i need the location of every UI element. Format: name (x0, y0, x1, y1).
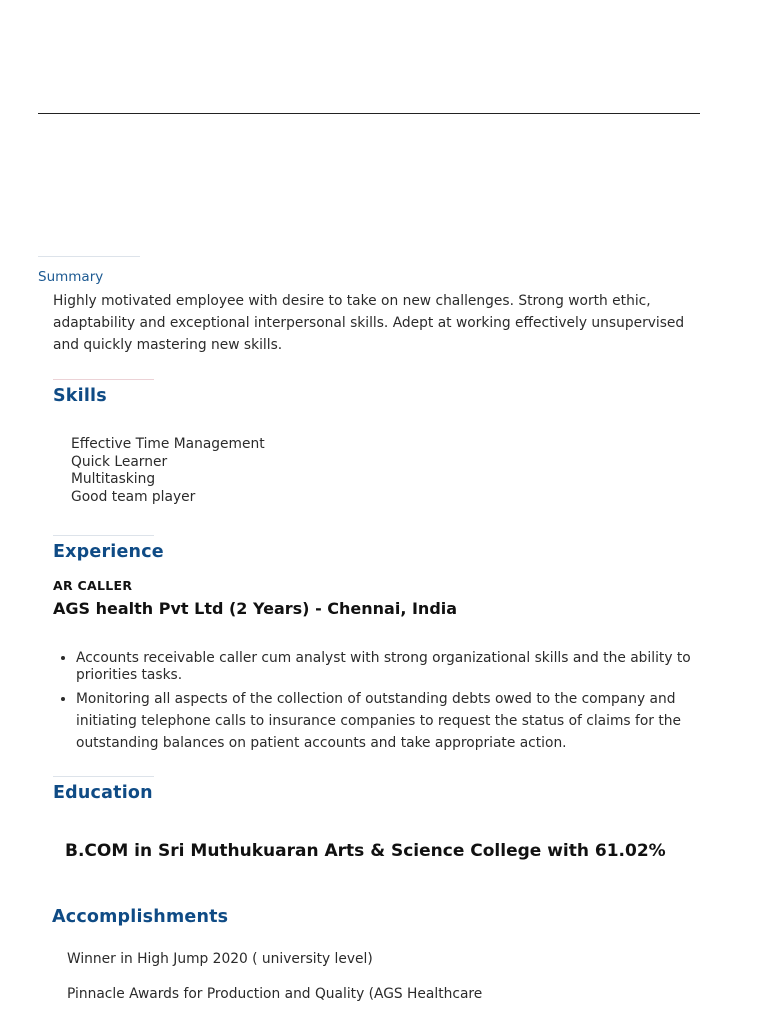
header-divider (38, 113, 700, 114)
skills-divider (53, 379, 154, 380)
skill-item: Effective Time Management (71, 436, 265, 452)
job-company-line: AGS health Pvt Ltd (2 Years) - Chennai, India (53, 599, 458, 618)
skills-heading: Skills (53, 386, 107, 406)
skill-item: Multitasking (71, 471, 156, 487)
experience-divider (53, 535, 154, 536)
skill-item: Quick Learner (71, 453, 168, 470)
summary-text: Highly motivated employee with desire to take on new challenges. Strong worth ethic, adaptability and exceptional interpersonal skills. Adept at working effectively unsupervised and quickly mastering new skills. (53, 293, 685, 353)
education-heading: Education (53, 783, 153, 803)
job-duties-list (53, 650, 693, 754)
summary-label: Summary (38, 269, 104, 285)
skill-item: Good team player (71, 488, 196, 505)
skills-list (71, 436, 265, 506)
summary-divider (38, 256, 140, 257)
accomplishments-heading: Accomplishments (52, 907, 229, 927)
job-title: AR CALLER (53, 578, 133, 593)
degree-line: B.COM in Sri Muthukuaran Arts & Science College with 61.02% (65, 841, 666, 861)
accomplishment-item: Winner in High Jump 2020 ( university level) (67, 951, 373, 967)
accomplishment-item: Pinnacle Awards for Production and Quality (AGS Healthcare (67, 986, 483, 1002)
job-duty-item: • Monitoring all aspects of the collection of outstanding debts owed to the company and initiating telephone calls to insurance companies to request the status of claims for the outstanding balances on patient accounts and take appropriate action. (76, 688, 693, 754)
education-divider (53, 776, 154, 777)
job-duty-item: • Accounts receivable caller cum analyst with strong organizational skills and the ability to priorities tasks. (76, 650, 693, 684)
experience-heading: Experience (53, 542, 164, 562)
